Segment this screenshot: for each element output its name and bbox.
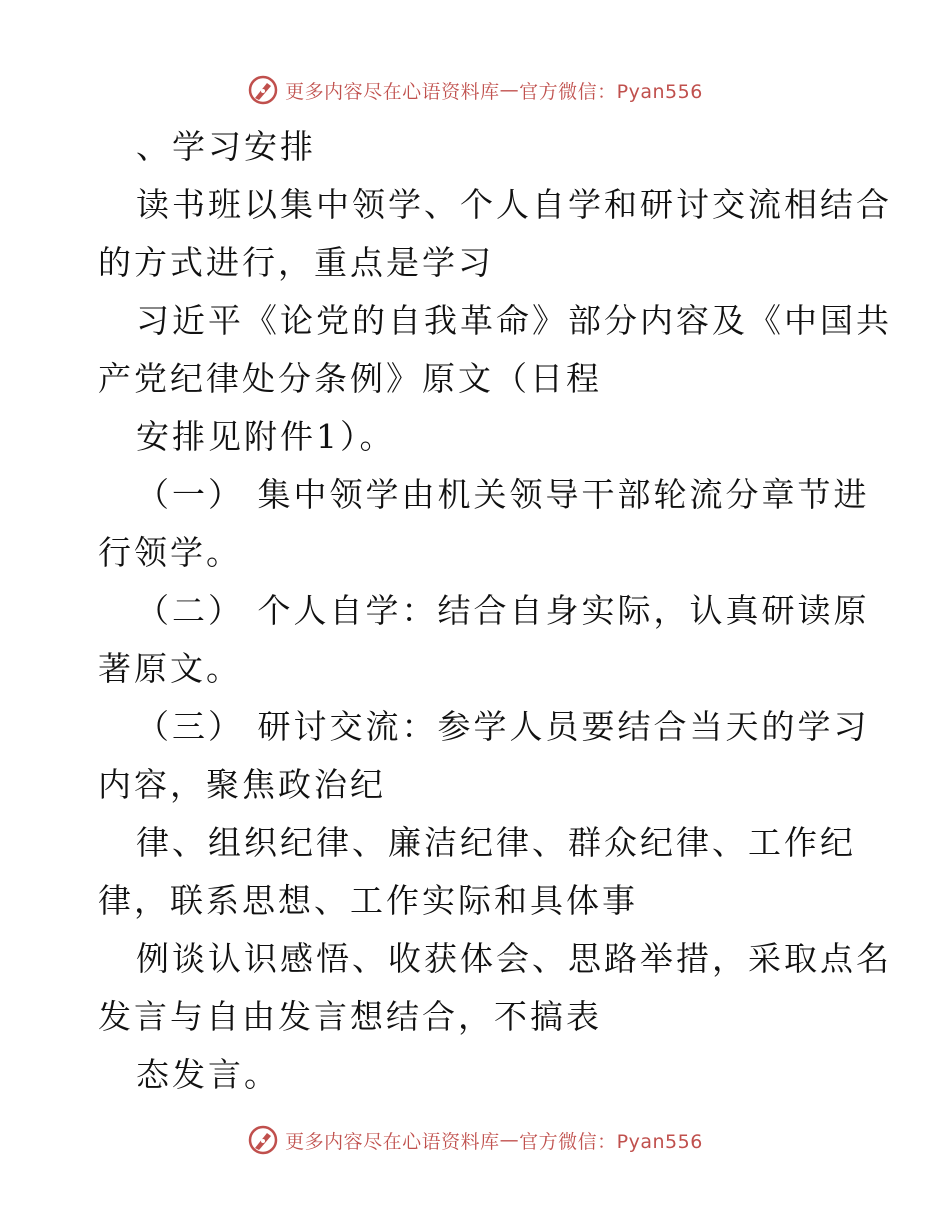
paragraph-line: （二） 个人自学：结合自身实际，认真研读原 — [136, 591, 870, 630]
paragraph-line: 产党纪律处分条例》原文（日程 — [98, 359, 602, 398]
paragraph-line: 行领学。 — [98, 533, 242, 572]
watermark-dash: — — [499, 79, 520, 101]
paragraph-line: 著原文。 — [98, 649, 242, 688]
paragraph-line: 发言与自由发言想结合，不搞表 — [98, 997, 602, 1036]
header-watermark — [0, 70, 950, 110]
paragraph-line: 律、组织纪律、廉洁纪律、群众纪律、工作纪 — [136, 823, 856, 862]
paragraph-line: 例谈认识感悟、收获体会、思路举措，采取点名 — [136, 939, 892, 978]
watermark-wechat: 官方微信：Pyan556 — [519, 1130, 703, 1153]
paragraph-line: （一） 集中领学由机关领导干部轮流分章节进 — [136, 475, 870, 514]
footer-watermark — [0, 1120, 950, 1160]
paragraph-line: 习近平《论党的自我革命》部分内容及《中国共 — [136, 301, 892, 340]
section-heading: 、学习安排 — [136, 127, 316, 166]
paragraph-line: 读书班以集中领学、个人自学和研讨交流相结合 — [136, 185, 892, 224]
watermark-text: 更多内容尽在心语资料库 — [285, 1130, 500, 1153]
paragraph-line: （三） 研讨交流：参学人员要结合当天的学习 — [136, 707, 870, 746]
watermark-text: 更多内容尽在心语资料库 — [285, 80, 500, 103]
watermark-dash: — — [499, 1129, 520, 1151]
paragraph-line: 的方式进行，重点是学习 — [98, 243, 494, 282]
watermark-wechat: 官方微信：Pyan556 — [519, 80, 703, 103]
paragraph-line: 态发言。 — [136, 1055, 280, 1094]
document-body — [98, 118, 892, 1104]
pen-logo-icon — [247, 1124, 279, 1156]
pen-logo-icon — [247, 74, 279, 106]
paragraph-line: 安排见附件1）。 — [136, 417, 396, 456]
paragraph-line: 内容，聚焦政治纪 — [98, 765, 386, 804]
paragraph-line: 律，联系思想、工作实际和具体事 — [98, 881, 638, 920]
